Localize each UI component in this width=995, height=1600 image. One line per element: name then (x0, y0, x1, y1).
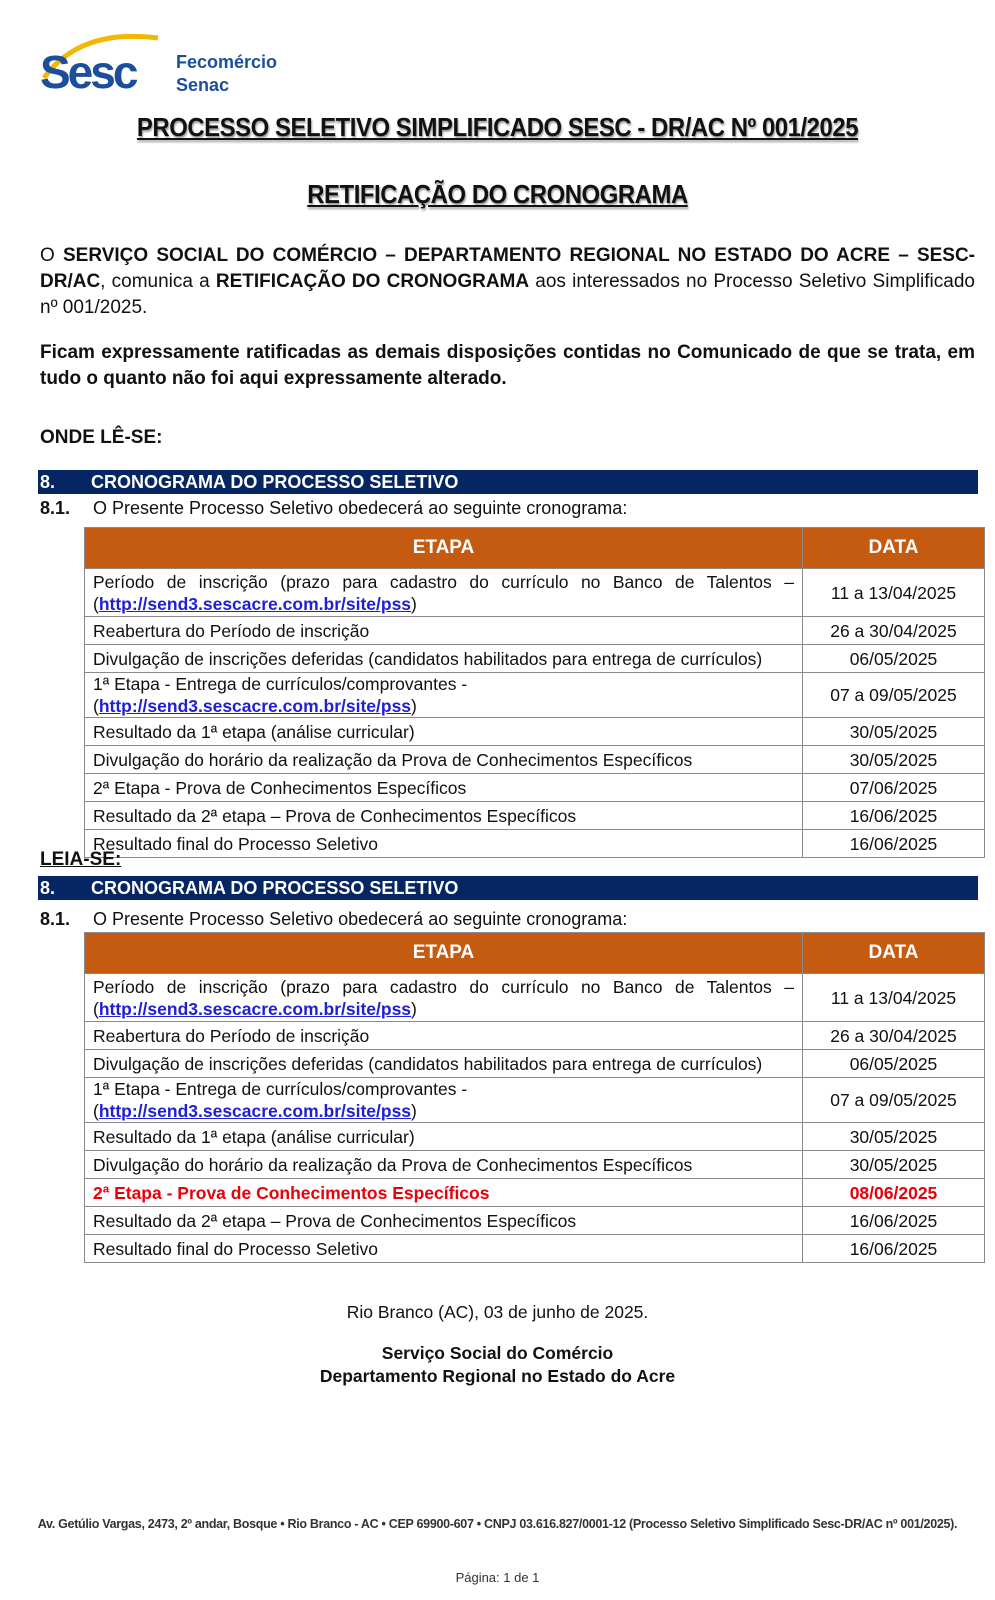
etapa-cell (85, 802, 803, 830)
table-row (85, 1050, 985, 1078)
data-cell: 30/05/2025 (803, 718, 985, 746)
etapa-text: Período de inscrição (prazo para cadastro do currículo no Banco de Talentos – ( (93, 571, 794, 614)
data-cell: 30/05/2025 (803, 746, 985, 774)
etapa-cell (85, 746, 803, 774)
etapa-text: Divulgação do horário da realização da Prova de Conhecimentos Específicos (93, 1154, 693, 1175)
subsection (40, 497, 940, 519)
table-row (85, 802, 985, 830)
pss-link[interactable]: http://send3.sescacre.com.br/site/pss (98, 1101, 412, 1121)
schedule-table-corrected (84, 932, 985, 1263)
table-row (85, 1123, 985, 1151)
etapa-cell (85, 774, 803, 802)
signature-line-2: Departamento Regional no Estado do Acre (319, 1366, 676, 1386)
etapa-text: Divulgação de inscrições deferidas (candidatos habilitados para entrega de currículos) (93, 648, 763, 669)
table-row (85, 1235, 985, 1263)
schedule-table-original (84, 527, 985, 858)
section-bar (38, 470, 978, 494)
etapa-cell (85, 673, 803, 718)
etapa-cell (85, 1151, 803, 1179)
data-cell: 16/06/2025 (803, 830, 985, 858)
section-bar (38, 876, 978, 900)
etapa-cell (85, 617, 803, 645)
table-row (85, 1022, 985, 1050)
data-cell: 26 a 30/04/2025 (803, 1022, 985, 1050)
data-cell: 06/05/2025 (803, 1050, 985, 1078)
column-header-etapa: ETAPA (85, 528, 803, 569)
data-cell: 30/05/2025 (803, 1151, 985, 1179)
data-cell: 07/06/2025 (803, 774, 985, 802)
data-cell: 07 a 09/05/2025 (803, 673, 985, 718)
table-row (85, 974, 985, 1022)
table-row (85, 774, 985, 802)
signature-line-1: Serviço Social do Comércio (381, 1343, 614, 1363)
column-header-etapa: ETAPA (85, 933, 803, 974)
etapa-text: 1ª Etapa - Entrega de currículos/comprovantes - ( (93, 1079, 468, 1121)
intro-org-name: SERVIÇO SOCIAL DO COMÉRCIO – DEPARTAMENTO REGIONAL NO ESTADO DO ACRE – SESC-DR/AC (40, 245, 976, 292)
intro-text: , comunica a (100, 271, 216, 292)
subsection-text: O Presente Processo Seletivo obedecerá ao seguinte cronograma: (93, 498, 628, 518)
etapa-cell (85, 1050, 803, 1078)
table-row (85, 718, 985, 746)
etapa-text: Reabertura do Período de inscrição (93, 1025, 370, 1046)
data-cell: 11 a 13/04/2025 (803, 569, 985, 617)
subsection-text: O Presente Processo Seletivo obedecerá ao seguinte cronograma: (93, 909, 628, 929)
data-cell: 16/06/2025 (803, 1235, 985, 1263)
etapa-cell (85, 1207, 803, 1235)
logo-line1: Fecomércio (176, 52, 278, 72)
etapa-text: 2ª Etapa - Prova de Conhecimentos Específicos (93, 777, 467, 798)
etapa-cell (85, 974, 803, 1022)
section-number: 8. (40, 472, 56, 492)
data-cell: 16/06/2025 (803, 1207, 985, 1235)
etapa-cell (85, 645, 803, 673)
intro-retificacao: RETIFICAÇÃO DO CRONOGRAMA (215, 271, 530, 292)
intro-paragraph (40, 243, 975, 321)
etapa-text: 1ª Etapa - Entrega de currículos/comprovantes - ( (93, 674, 468, 716)
subsection-number: 8.1. (40, 909, 71, 929)
data-cell: 30/05/2025 (803, 1123, 985, 1151)
intro-text: aos interessados no Processo Seletivo Simplificado nº 001/2025. (40, 271, 975, 318)
footer-address: Av. Getúlio Vargas, 2473, 2º andar, Bosque • Rio Branco - AC • CEP 69900-607 • CNPJ 03.616.827/0001-12 (Processo Seletivo Simplificado Sesc-DR/AC nº 001/2025). (37, 1517, 958, 1531)
place-date: Rio Branco (AC), 03 de junho de 2025. (346, 1302, 649, 1322)
logo-brand-text: Sesc (40, 46, 136, 96)
subsection-number: 8.1. (40, 498, 71, 518)
section-number: 8. (40, 878, 56, 898)
subsection (40, 908, 940, 930)
table-row (85, 645, 985, 673)
data-cell: 16/06/2025 (803, 802, 985, 830)
etapa-text: Divulgação do horário da realização da Prova de Conhecimentos Específicos (93, 749, 693, 770)
etapa-text: ) (411, 593, 417, 614)
table-row (85, 617, 985, 645)
data-cell: 26 a 30/04/2025 (803, 617, 985, 645)
data-cell: 06/05/2025 (803, 645, 985, 673)
table-row (85, 1207, 985, 1235)
pss-link[interactable]: http://send3.sescacre.com.br/site/pss (98, 998, 412, 1019)
table-row (85, 830, 985, 858)
etapa-text: Resultado da 1ª etapa (análise curricular) (93, 721, 415, 742)
etapa-text: Resultado final do Processo Seletivo (93, 833, 379, 854)
etapa-text: 2ª Etapa - Prova de Conhecimentos Específicos (93, 1182, 490, 1203)
table-row (85, 569, 985, 617)
onde-le-se-label: ONDE LÊ-SE: (40, 427, 163, 448)
etapa-cell (85, 1078, 803, 1123)
section-title: CRONOGRAMA DO PROCESSO SELETIVO (91, 878, 459, 898)
logo-graphic (40, 28, 300, 96)
etapa-text: Resultado da 2ª etapa – Prova de Conhecimentos Específicos (93, 805, 577, 826)
etapa-text: Resultado da 1ª etapa (análise curricular) (93, 1126, 415, 1147)
column-header-data: DATA (803, 528, 985, 569)
table-row (85, 746, 985, 774)
table-row (85, 1151, 985, 1179)
etapa-text: ) (411, 696, 417, 716)
etapa-cell (85, 1235, 803, 1263)
etapa-text: Reabertura do Período de inscrição (93, 620, 370, 641)
etapa-text: Período de inscrição (prazo para cadastro do currículo no Banco de Talentos – ( (93, 976, 794, 1019)
document-title: PROCESSO SELETIVO SIMPLIFICADO SESC - DR/AC Nº 001/2025 (136, 112, 859, 142)
section-title: CRONOGRAMA DO PROCESSO SELETIVO (91, 472, 459, 492)
table-row (85, 673, 985, 718)
etapa-cell (85, 830, 803, 858)
document-subtitle: RETIFICAÇÃO DO CRONOGRAMA (307, 179, 688, 209)
column-header-data: DATA (803, 933, 985, 974)
etapa-cell (85, 1179, 803, 1207)
data-cell: 07 a 09/05/2025 (803, 1078, 985, 1123)
etapa-text: ) (411, 1101, 417, 1121)
data-cell: 11 a 13/04/2025 (803, 974, 985, 1022)
page-number: Página: 1 de 1 (455, 1570, 540, 1585)
etapa-text: ) (411, 998, 417, 1019)
etapa-cell (85, 569, 803, 617)
etapa-text: Resultado da 2ª etapa – Prova de Conhecimentos Específicos (93, 1210, 577, 1231)
logo-line2: Senac (176, 75, 230, 95)
ratification-paragraph: Ficam expressamente ratificadas as demais disposições contidas no Comunicado de que se trata, em tudo o quanto não foi aqui expressamente alterado. (40, 342, 975, 389)
pss-link[interactable]: http://send3.sescacre.com.br/site/pss (98, 593, 412, 614)
etapa-cell (85, 718, 803, 746)
table-row (85, 1078, 985, 1123)
data-cell: 08/06/2025 (803, 1179, 985, 1207)
etapa-text: Resultado final do Processo Seletivo (93, 1238, 379, 1259)
etapa-text: Divulgação de inscrições deferidas (candidatos habilitados para entrega de currículos) (93, 1053, 763, 1074)
table-row (85, 1179, 985, 1207)
sesc-fecomercio-senac-logo (40, 28, 300, 96)
etapa-cell (85, 1123, 803, 1151)
leia-se-label: LEIA-SE: (40, 849, 122, 870)
etapa-cell (85, 1022, 803, 1050)
intro-text: O (40, 245, 63, 266)
pss-link[interactable]: http://send3.sescacre.com.br/site/pss (98, 696, 412, 716)
